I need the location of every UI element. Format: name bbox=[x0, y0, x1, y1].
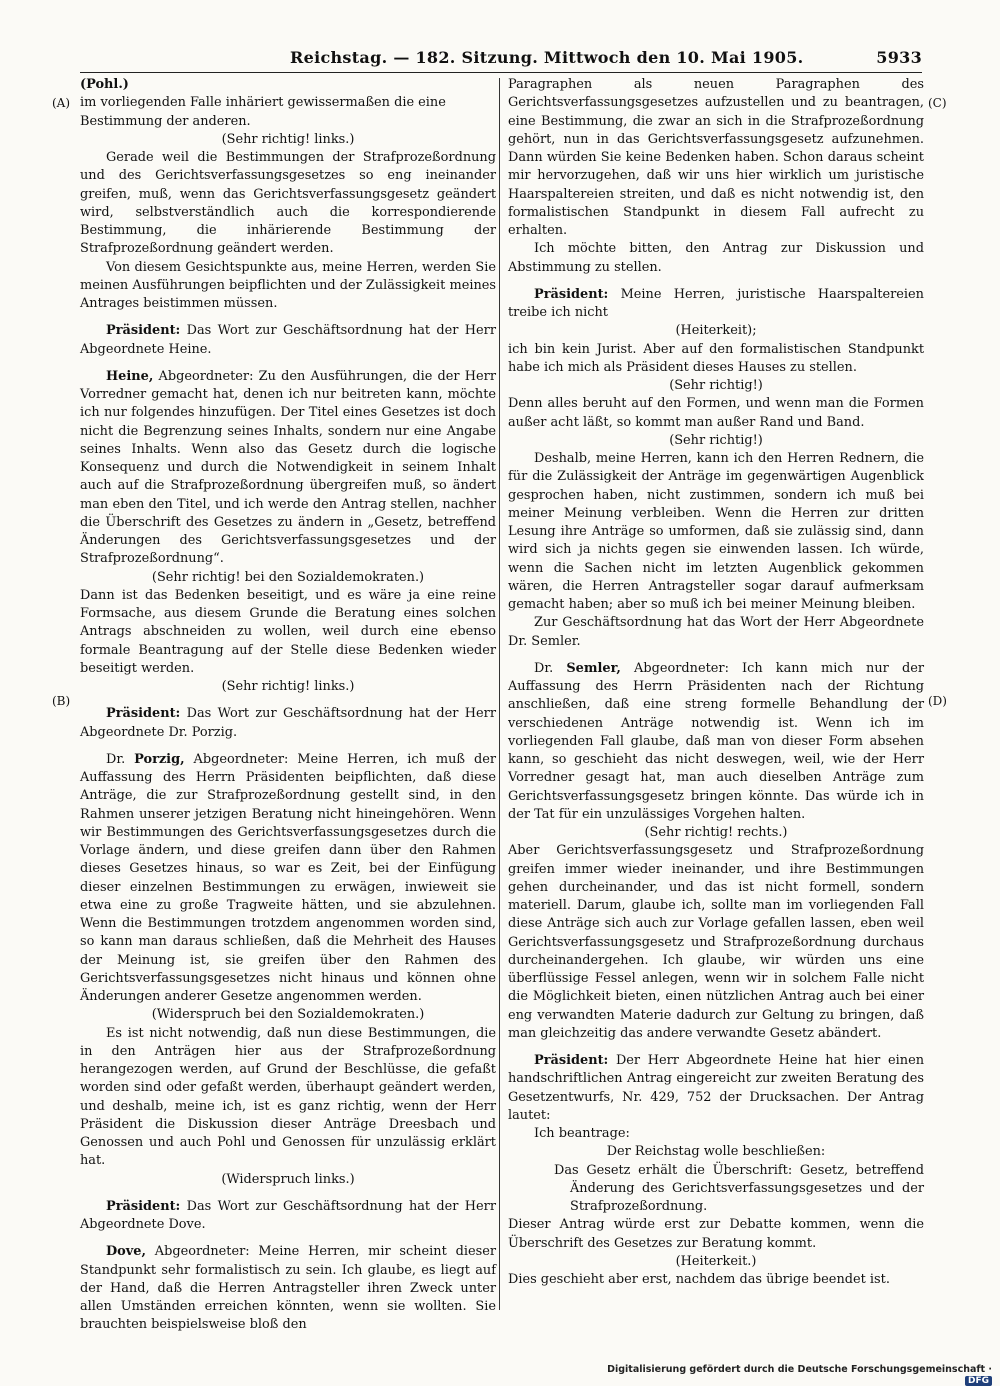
paragraph bbox=[80, 76, 496, 94]
margin-mark-a: (A) bbox=[52, 96, 71, 110]
speaker-title: Dr. bbox=[534, 660, 567, 676]
page-header bbox=[80, 48, 922, 73]
margin-mark-b: (B) bbox=[52, 694, 71, 708]
interjection: (Widerspruch bei den Sozialdemokraten.) bbox=[151, 1007, 425, 1023]
paragraph: Dies geschieht aber erst, nachdem das übrige beendet ist. bbox=[508, 1272, 890, 1287]
interjection: (Heiterkeit); bbox=[675, 323, 757, 339]
speaker-name: Präsident: bbox=[534, 1053, 609, 1068]
paragraph bbox=[80, 751, 496, 1007]
speaker-name: Präsident: bbox=[534, 286, 609, 302]
margin-mark-c: (C) bbox=[928, 96, 947, 110]
right-column bbox=[508, 76, 924, 1289]
paragraph bbox=[508, 660, 924, 824]
interjection: (Sehr richtig! bei den Sozialdemokraten.) bbox=[151, 569, 425, 585]
paragraph-text: Abgeordneter: Meine Herren, mir scheint dieser Standpunkt sehr formalistisch zu sein. Ich glaube, es liegt auf der Hand, daß die Herren Antragsteller ihren Zweck unter allen Umständen erreichen könnten, wenn sie wollten. Sie brauchten beispielsweise bloß den bbox=[80, 1244, 496, 1333]
paragraph-line: Bestimmung der anderen. bbox=[80, 113, 251, 129]
left-column bbox=[80, 76, 496, 1335]
paragraph: Deshalb, meine Herren, kann ich den Herren Rednern, die für die Zulässigkeit der Anträge im gegenwärtigen Augenblick gesprochen haben, nicht zustimmen, sondern ich muß bei meiner Meinung verbleiben. Wenn die Herren zur dritten Lesung ihre Anträge so umformen, daß sie zulässig sind, dann wird sich ja nichts gegen sie einwenden lassen. Ich würde, wenn die Sachen nicht im letzten Augenblick gekommen wären, die Herren Antragsteller sogar darauf aufmerksam gemacht haben; aber so muß ich bei meiner Meinung bleiben. bbox=[508, 451, 924, 612]
interjection: (Widerspruch links.) bbox=[221, 1171, 355, 1187]
paragraph: Aber Gerichtsverfassungsgesetz und Strafprozeßordnung greifen immer wieder ineinander, und ihre Bestimmungen gehen durcheinander, und das ist nicht formell, sondern materiell. Darum, glaube ich, sollte man im vorliegenden Fall diese Anträge sich auch zur Vorlage gefallen lassen, eben weil Gerichtsverfassungsgesetz und Strafprozeßordnung durchaus durcheinandergehen. Ich glaube, wir würden uns eine überflüssige Fessel anlegen, wenn wir in solchem Falle nicht die Möglichkeit bieten, einen nützlichen Antrag auch bei einer eng verwandten Materie dadurch zur Geltung zu bringen, daß man gleichzeitig das andere verwandte Gesetz abändert. bbox=[508, 843, 924, 1041]
paragraph: Dieser Antrag würde erst zur Debatte kommen, wenn die Überschrift des Gesetzes zur Beratung kommt. bbox=[508, 1217, 924, 1251]
paragraph bbox=[508, 286, 924, 323]
paragraph bbox=[80, 368, 496, 569]
paragraph-text: Das Wort zur Geschäftsordnung hat der Herr Abgeordnete Dr. Porzig. bbox=[80, 706, 496, 740]
column-divider bbox=[499, 78, 500, 1310]
margin-mark-d: (D) bbox=[928, 694, 947, 708]
speaker-name: Porzig, bbox=[134, 751, 185, 767]
speaker-name: Präsident: bbox=[106, 323, 181, 339]
motion-text: Das Gesetz erhält die Überschrift: Gesetz, betreffend Änderung des Gerichtsverfassungsgesetzes und der Strafprozeßordnung. bbox=[554, 1162, 924, 1214]
paragraph: Paragraphen als neuen Paragraphen des Gerichtsverfassungsgesetzes aufzustellen und zu beantragen, eine Bestimmung, die zwar an sich in die Strafprozeßordnung gehört, nun in das Gerichtsverfassungsgesetz aufzunehmen. Dann würden Sie keine Bedenken haben. Schon daraus scheint mir hervorzugehen, daß wir uns hier wirklich um juristische Haarspaltereien streiten, und daß es nicht notwendig ist, den formalistischen Standpunkt in diesem Fall aufrecht zu erhalten. bbox=[508, 77, 924, 238]
interjection: (Heiterkeit.) bbox=[675, 1253, 757, 1269]
paragraph bbox=[508, 1052, 924, 1125]
paragraph bbox=[80, 1243, 496, 1334]
paragraph bbox=[80, 705, 496, 742]
paragraph-text: Das Wort zur Geschäftsordnung hat der Herr Abgeordnete Heine. bbox=[80, 323, 496, 357]
interjection: (Sehr richtig! links.) bbox=[221, 131, 355, 147]
paragraph-text: Das Wort zur Geschäftsordnung hat der Herr Abgeordnete Dove. bbox=[80, 1198, 496, 1232]
motion-line: Ich beantrage: bbox=[534, 1126, 630, 1141]
paragraph: Von diesem Gesichtspunkte aus, meine Herren, werden Sie meinen Ausführungen beipflichten und der Zulässigkeit meines Antrages beistimmen müssen. bbox=[80, 259, 496, 311]
paragraph: Ich möchte bitten, den Antrag zur Diskussion und Abstimmung zu stellen. bbox=[508, 241, 924, 275]
paragraph-text: Abgeordneter: Meine Herren, ich muß der Auffassung des Herrn Präsidenten beipflichten, daß diese Anträge, die zur Strafprozeßordnung gestellt sind, in den Rahmen unserer jetzigen Beratung nicht hineingehören. Wenn wir Bestimmungen des Gerichtsverfassungsgesetzes durch die Vorlage ändern, und diese greifen dann über den Rahmen dieses Gesetzes hinaus, so war es Zeit, bei der Einfügung dieser einzelnen Bestimmungen zu erwägen, inwieweit sie etwa eine zu große Tragweite hätten, und sie abzulehnen. Wenn die Bestimmungen trotzdem angenommen worden sind, so kann man daraus schließen, daß die Mehrheit des Hauses der Meinung ist, sie greifen über den Rahmen des Gerichtsverfassungsgesetzes nicht hinaus und können ohne Änderungen anderer Gesetze angenommen werden. bbox=[80, 751, 497, 1004]
interjection: (Sehr richtig! links.) bbox=[221, 679, 355, 694]
interjection: (Sehr richtig!) bbox=[669, 378, 763, 393]
paragraph: Zur Geschäftsordnung hat das Wort der Herr Abgeordnete Dr. Semler. bbox=[508, 615, 924, 649]
speaker-name: Heine, bbox=[106, 368, 154, 384]
paragraph-line: im vorliegenden Falle inhäriert gewissermaßen die eine bbox=[80, 95, 446, 111]
paragraph-text: Abgeordneter: Ich kann mich nur der Auffassung des Herrn Präsidenten nach der Richtung anschließen, daß eine streng formelle Behandlung der verschiedenen Anträge notwendig ist. Wenn ich im vorliegenden Fall glaube, daß man von dieser Form absehen kann, so geschieht das nicht deswegen, weil, wie der Herr Vorredner gesagt hat, man auch dieselben Anträge zum Gerichtsverfassungsgesetz bringen könnte. Das würde ich in der Tat für ein unzulässiges Vorgehen halten. bbox=[508, 660, 925, 822]
paragraph: Denn alles beruht auf den Formen, und wenn man die Formen außer acht läßt, so kommt man außer Rand und Band. bbox=[508, 396, 924, 430]
paragraph-text: Meine Herren, juristische Haarspaltereien treibe ich nicht bbox=[508, 286, 924, 320]
paragraph-text: Der Herr Abgeordnete Heine hat hier einen handschriftlichen Antrag eingereicht zur zweiten Beratung des Gesetzentwurfs, Nr. 429, 752 der Drucksachen. Der Antrag lautet: bbox=[508, 1053, 924, 1123]
speaker-title: Dr. bbox=[106, 751, 135, 767]
speaker-name: Präsident: bbox=[106, 1198, 181, 1214]
dfg-logo: DFG bbox=[965, 1376, 992, 1386]
paragraph: Dann ist das Bedenken beseitigt, und es wäre ja eine reine Formsache, aus diesem Grunde die Beratung eines solchen Antrags abschneiden zu wollen, weil durch eine ebenso formale Beantragung auf der Stelle diese Bedenken wieder beseitigt werden. bbox=[80, 587, 496, 676]
speaker-name: Semler, bbox=[566, 660, 621, 676]
motion-line: Der Reichstag wolle beschließen: bbox=[606, 1144, 826, 1160]
interjection: (Sehr richtig! rechts.) bbox=[644, 825, 788, 840]
paragraph: Es ist nicht notwendig, daß nun diese Bestimmungen, die in den Anträgen hier aus der Strafprozeßordnung herangezogen werden, auf Grund der Beschlüsse, die gefaßt worden sind oder gefaßt werden, überhaupt geändert werden, und deshalb, meine ich, ist es ganz richtig, wenn der Herr Präsident die Diskussion dieser Anträge Dreesbach und Genossen und auch Pohl und Genossen für unzulässig erklärt hat. bbox=[80, 1025, 496, 1169]
speaker-name: (Pohl.) bbox=[80, 77, 129, 92]
paragraph: ich bin kein Jurist. Aber auf den formalistischen Standpunkt habe ich mich als Präsident dieses Hauses zu stellen. bbox=[508, 341, 924, 375]
paragraph: Gerade weil die Bestimmungen der Strafprozeßordnung und des Gerichtsverfassungsgesetzes so eng ineinander greifen, muß, wenn das Gerichtsverfassungsgesetz geändert wird, selbstverständlich auch die korrespondierende Bestimmung, die inhärierende Bestimmung der Strafprozeßordnung geändert werden. bbox=[80, 150, 496, 257]
paragraph bbox=[80, 322, 496, 359]
speaker-name: Präsident: bbox=[106, 706, 181, 722]
footer-text: Digitalisierung gefördert durch die Deutsche Forschungsgemeinschaft · bbox=[607, 1364, 992, 1375]
interjection: (Sehr richtig!) bbox=[669, 432, 763, 448]
paragraph-text: Abgeordneter: Zu den Ausführungen, die der Herr Vorredner gemacht hat, denen ich nur beitreten kann, möchte ich nur folgendes hinzufügen. Der Titel eines Gesetzes ist doch nicht die Begrenzung seines Inhalts, sondern nur eine Angabe seines Inhalts. Wenn also das Gesetz durch die logische Konsequenz und durch die Notwendigkeit in seinem Inhalt auch auf die Strafprozeßordnung übergreifen muß, so ändert man eben den Titel, und ich werde den Antrag stellen, nachher die Überschrift des Gesetzes zu ändern in „Gesetz, betreffend Änderungen des Gerichtsverfassungsgesetzes und der Strafprozeßordnung“. bbox=[80, 368, 496, 567]
header-title: Reichstag. — 182. Sitzung. Mittwoch den 10. Mai 1905. bbox=[290, 48, 804, 67]
speaker-name: Dove, bbox=[106, 1244, 146, 1260]
page-number: 5933 bbox=[876, 48, 922, 67]
paragraph bbox=[80, 1198, 496, 1235]
